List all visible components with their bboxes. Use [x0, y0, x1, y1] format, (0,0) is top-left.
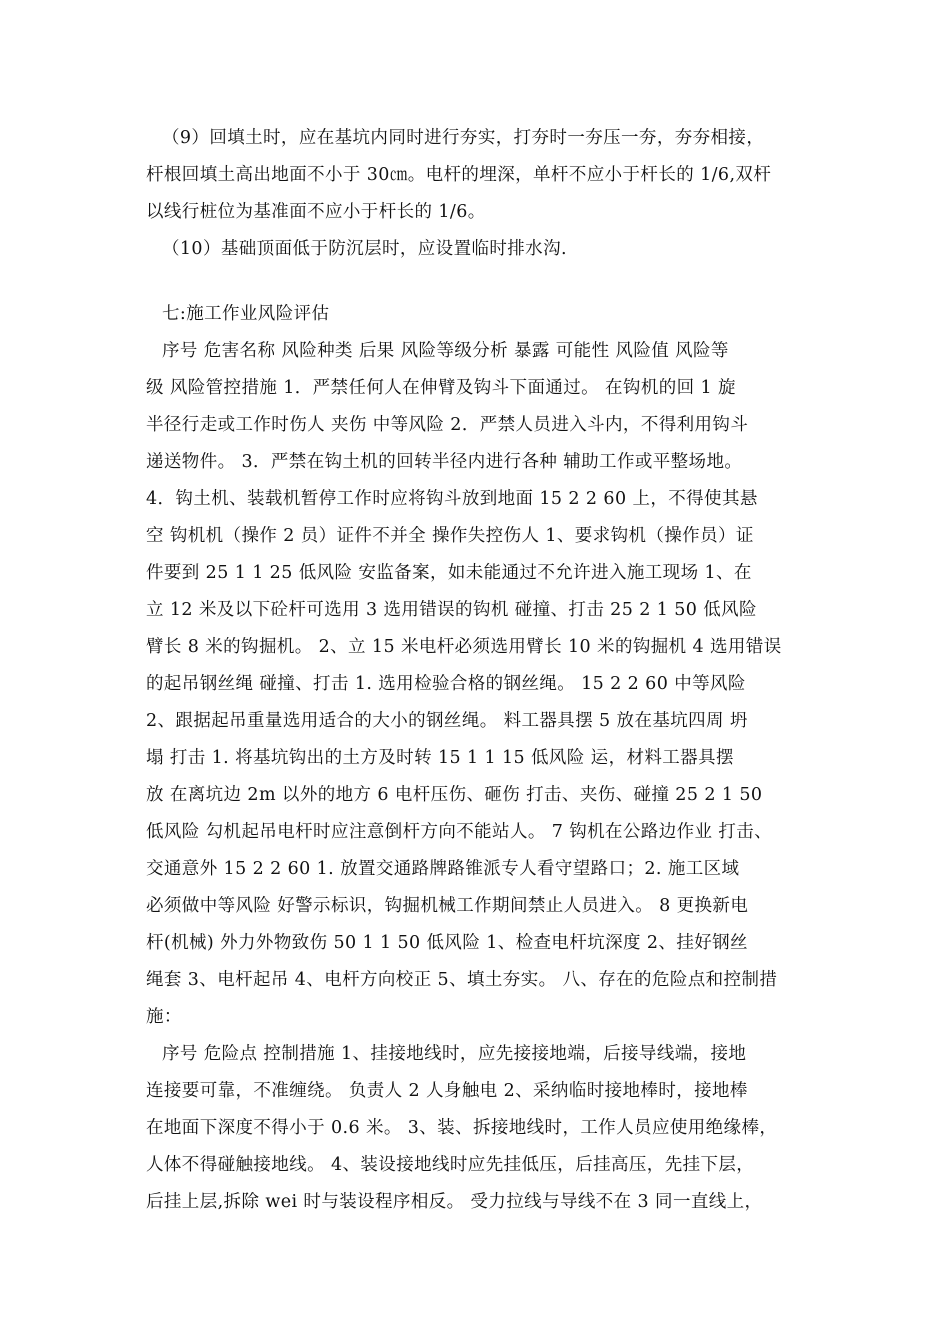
paragraph-9-line-1: （9）回填土时，应在基坑内同时进行夯实，打夯时一夯压一夯，夯夯相接，	[162, 128, 765, 148]
risk-table-line-16: 必须做中等风险 好警示标识，钩掘机械工作期间禁止人员进入。 8 更换新电	[146, 896, 749, 916]
paragraph-9-line-2: 杆根回填土高出地面不小于 30㎝。电杆的埋深，单杆不应小于杆长的 1/6,双杆	[146, 165, 772, 185]
paragraph-9-line-3: 以线行桩位为基准面不应小于杆长的 1/6。	[146, 202, 486, 222]
paragraph-10: （10）基础顶面低于防沉层时，应设置临时排水沟.	[162, 239, 567, 259]
hazard-table-line-5: 后挂上层,拆除 wei 时与装设程序相反。 受力拉线与导线不在 3 同一直线上，	[146, 1192, 763, 1212]
hazard-table-line-3: 在地面下深度不得小于 0.6 米。 3、装、拆接地线时，工作人员应使用绝缘棒，	[146, 1118, 778, 1138]
risk-table-line-11: 2、跟据起吊重量选用适合的大小的钢丝绳。 料工器具摆 5 放在基坑四周 坍	[146, 711, 748, 731]
hazard-table-line-2: 连接要可靠，不准缠绕。 负责人 2 人身触电 2、采纳临时接地棒时，接地棒	[146, 1081, 748, 1101]
risk-table-line-5: 4．钩土机、装载机暂停工作时应将钩斗放到地面 15 2 2 60 上，不得使其悬	[146, 489, 758, 509]
risk-table-line-10: 的起吊钢丝绳 碰撞、打击 1. 选用检验合格的钢丝绳。 15 2 2 60 中等风险	[146, 674, 746, 694]
hazard-table-line-4: 人体不得碰触接地线。 4、装设接地线时应先挂低压，后挂高压，先挂下层，	[146, 1155, 755, 1175]
risk-table-line-4: 递送物件。 3．严禁在钩土机的回转半径内进行各种 辅助工作或平整场地。	[146, 452, 743, 472]
risk-table-line-2: 级 风险管控措施 1．严禁任何人在伸臂及钩斗下面通过。 在钩机的回 1 旋	[146, 378, 736, 398]
risk-table-line-17: 杆(机械) 外力外物致伤 50 1 1 50 低风险 1、检查电杆坑深度 2、挂好钢丝	[146, 933, 748, 953]
hazard-table-line-1: 序号 危险点 控制措施 1、挂接地线时，应先接接地端，后接导线端，接地	[162, 1044, 747, 1064]
risk-table-line-13: 放 在离坑边 2m 以外的地方 6 电杆压伤、砸伤 打击、夹伤、碰撞 25 2 1 50	[146, 785, 763, 805]
risk-table-line-9: 臂长 8 米的钩掘机。 2、立 15 米电杆必须选用臂长 10 米的钩掘机 4 选用错误	[146, 637, 782, 657]
risk-table-line-12: 塌 打击 1. 将基坑钩出的土方及时转 15 1 1 15 低风险 运，材料工器具摆	[146, 748, 734, 768]
risk-table-line-18: 绳套 3、电杆起吊 4、电杆方向校正 5、填土夯实。 八、存在的危险点和控制措	[146, 970, 778, 990]
risk-table-line-19: 施：	[146, 1007, 182, 1027]
risk-table-line-8: 立 12 米及以下砼杆可选用 3 选用错误的钩机 碰撞、打击 25 2 1 50 低风险	[146, 600, 757, 620]
risk-table-line-15: 交通意外 15 2 2 60 1. 放置交通路牌路锥派专人看守望路口；2. 施工区域	[146, 859, 740, 879]
risk-table-line-7: 件要到 25 1 1 25 低风险 安监备案，如未能通过不允许进入施工现场 1、在	[146, 563, 752, 583]
risk-table-line-14: 低风险 勾机起吊电杆时应注意倒杆方向不能站人。 7 钩机在公路边作业 打击、	[146, 822, 773, 842]
risk-table-line-3: 半径行走或工作时伤人 夹伤 中等风险 2．严禁人员进入斗内，不得利用钩斗	[146, 415, 749, 435]
risk-table-line-1: 序号 危害名称 风险种类 后果 风险等级分析 暴露 可能性 风险值 风险等	[162, 341, 729, 361]
risk-table-line-6: 空 钩机机（操作 2 员）证件不并全 操作失控伤人 1、要求钩机（操作员）证	[146, 526, 754, 546]
section-7-heading: 七:施工作业风险评估	[162, 304, 330, 324]
